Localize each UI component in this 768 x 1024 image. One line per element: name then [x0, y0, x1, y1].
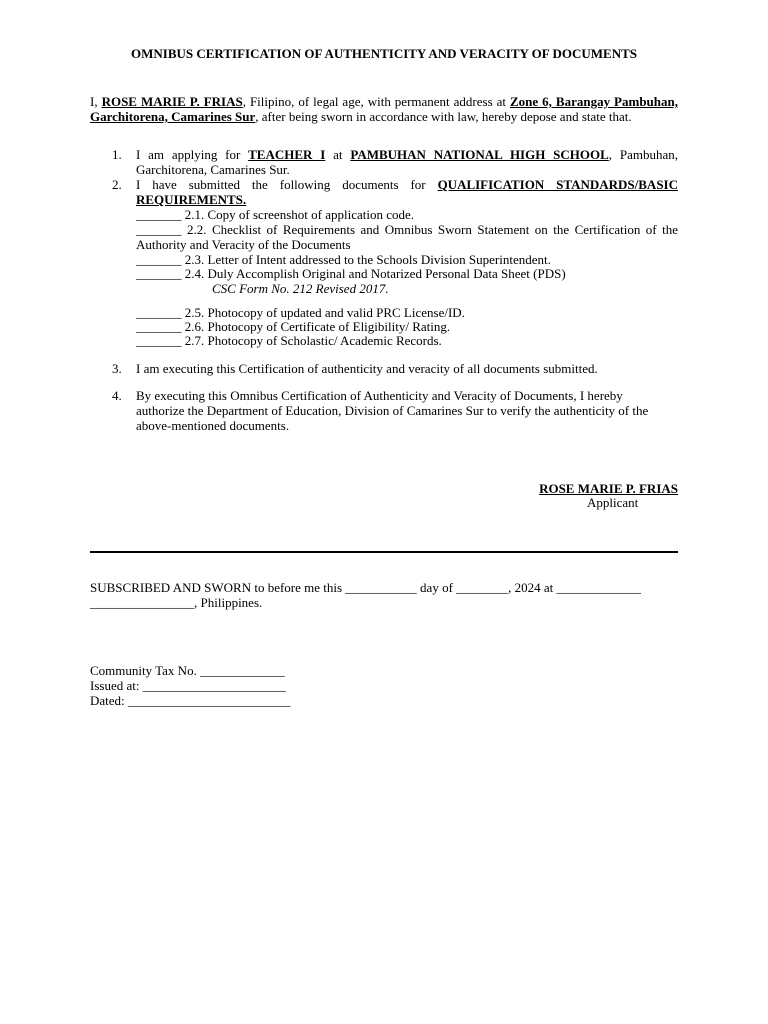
position-applied: TEACHER I — [248, 147, 326, 162]
intro-paragraph — [90, 94, 678, 124]
item-2-a: I have submitted the following documents for — [136, 177, 438, 192]
doc-2-6: _______ 2.6. Photocopy of Certificate of Eligibility/ Rating. — [136, 319, 451, 334]
item-2-number: 2. — [112, 177, 122, 192]
doc-2-1: _______ 2.1. Copy of screenshot of application code. — [136, 207, 414, 222]
doc-2-3: _______ 2.3. Letter of Intent addressed to the Schools Division Superintendent. — [136, 252, 551, 267]
item-3-number: 3. — [112, 361, 122, 376]
item-4-text: By executing this Omnibus Certification of Authenticity and Veracity of Documents, I hereby authorize the Department of Education, Division of Camarines Sur to verify the authenticity of the above-mentioned documents. — [136, 388, 649, 433]
dated: Dated: _________________________ — [90, 693, 291, 708]
jurat-section — [90, 580, 680, 610]
item-1-text — [136, 147, 678, 177]
community-tax-section — [90, 663, 290, 708]
item-1-c: , Pambuhan, Garchitorena, Camarines Sur. — [136, 147, 678, 177]
intro-mid: , Filipino, of legal age, with permanent address at — [242, 94, 510, 109]
doc-2-4-form: CSC Form No. 212 Revised 2017. — [212, 281, 389, 296]
item-1-b: at — [325, 147, 351, 162]
doc-2-4: _______ 2.4. Duly Accomplish Original and Notarized Personal Data Sheet (PDS) — [136, 266, 566, 281]
doc-2-2: _______ 2.2. Checklist of Requirements and Omnibus Sworn Statement on the Certification of the Authority and Veracity of the Documents — [136, 222, 678, 252]
item-1-number: 1. — [112, 147, 122, 162]
jurat-line-1: SUBSCRIBED AND SWORN to before me this ___________ day of ________, 2024 at _____________ — [90, 580, 642, 595]
signature-role: Applicant — [587, 495, 639, 510]
affiant-name: ROSE MARIE P. FRIAS — [101, 94, 243, 109]
item-4-number: 4. — [112, 388, 122, 403]
school-name: PAMBUHAN NATIONAL HIGH SCHOOL — [350, 147, 609, 162]
item-2-text — [136, 177, 678, 207]
issued-at: Issued at: ______________________ — [90, 678, 286, 693]
item-1-a: I am applying for — [136, 147, 249, 162]
doc-2-5: _______ 2.5. Photocopy of updated and valid PRC License/ID. — [136, 305, 465, 320]
item-3-text: I am executing this Certification of authenticity and veracity of all documents submitted. — [136, 361, 598, 376]
requirements-heading: QUALIFICATION STANDARDS/BASIC REQUIREMENTS. — [136, 177, 678, 207]
intro-prefix: I, — [90, 94, 102, 109]
doc-2-7: _______ 2.7. Photocopy of Scholastic/ Academic Records. — [136, 333, 442, 348]
jurat-line-2: ________________, Philippines. — [90, 595, 263, 610]
community-tax-no: Community Tax No. _____________ — [90, 663, 285, 678]
section-divider — [90, 551, 678, 553]
intro-suffix: , after being sworn in accordance with law, hereby depose and state that. — [255, 109, 632, 124]
document-title: OMNIBUS CERTIFICATION OF AUTHENTICITY AND VERACITY OF DOCUMENTS — [130, 46, 637, 61]
signature-name: ROSE MARIE P. FRIAS — [539, 481, 678, 496]
permanent-address: Zone 6, Barangay Pambuhan, Garchitorena, Camarines Sur — [90, 94, 678, 124]
